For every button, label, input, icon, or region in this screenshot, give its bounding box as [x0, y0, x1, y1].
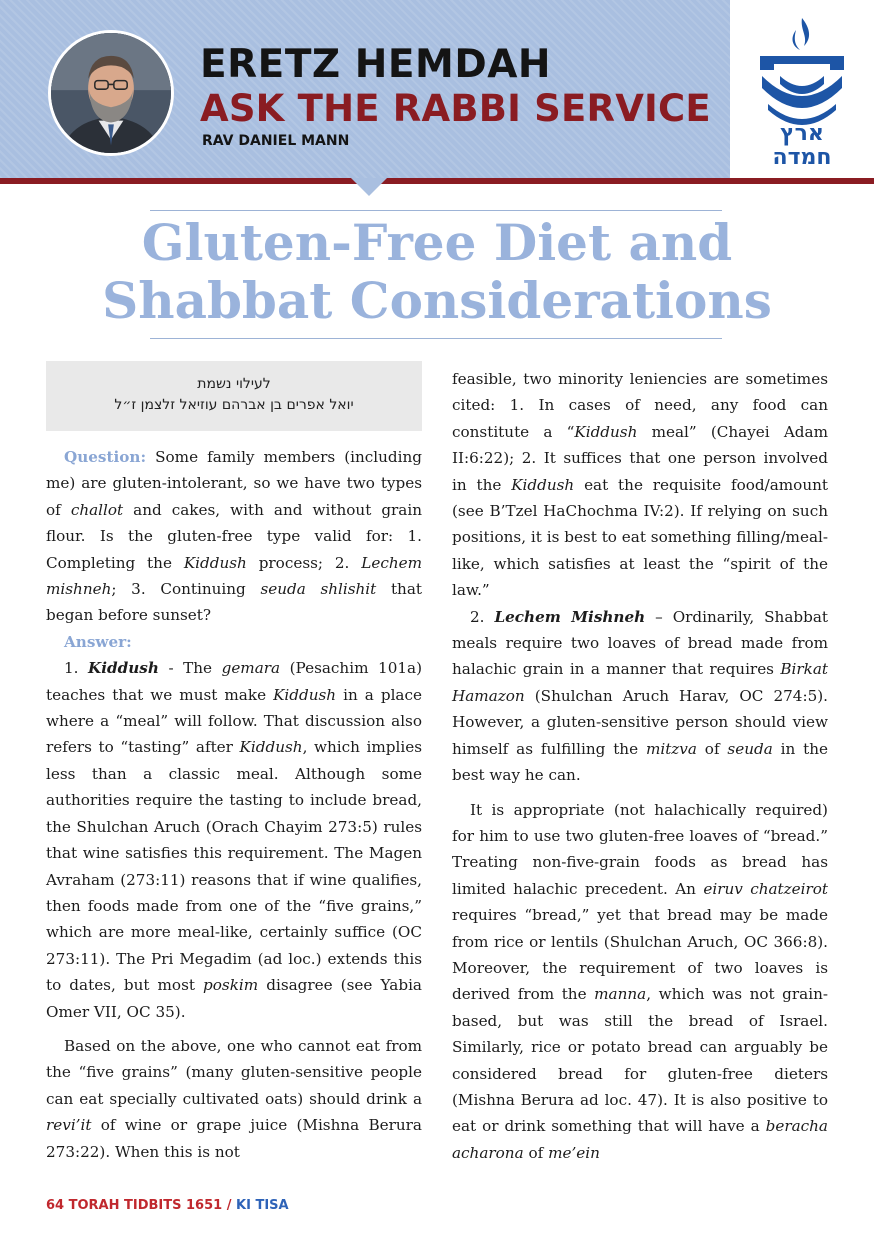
title-rule-bottom [150, 338, 722, 339]
article-column-2 [452, 366, 828, 1166]
dedication-line-1: לעילוי נשמת [197, 376, 271, 392]
footer-parsha: KI TISA [236, 1198, 289, 1213]
header-divider [0, 178, 874, 184]
answer-paragraph-1: 1. Kiddush - The gemara (Pesachim 101a) teaches that we must make Kiddush in a place where a “meal” will follow. That discussion also refers to “tasting” after Kiddush, which implies less than a classic meal. Although some authorities require the tasting to include bread, the Shulchan Aruch (Orach Chayim 273:5) rules that wine satisfies this requirement. The Magen Avraham (273:11) reasons that if wine qualifies, then foods made from one of the “five grains,” which are more meal-like, certainly suffice (OC 273:11). The Pri Megadim (ad loc.) extends this to dates, but most poskim disagree (see Yabia Omer VII, OC 35). [46, 659, 422, 1021]
page-footer [46, 1198, 289, 1213]
title-line-2: Shabbat Considerations [102, 271, 772, 330]
brand-title: ERETZ HEMDAH [200, 42, 552, 87]
dedication-box [46, 361, 422, 431]
footer-separator: / [226, 1198, 232, 1213]
author-photo-illustration [51, 33, 171, 153]
answer-paragraph-2: Based on the above, one who cannot eat from the “five grains” (many gluten-sensitive people can eat specially cultivated oats) should drink a revi’it of wine or grape juice (Mishna Berura 273:22). When this is not [46, 1036, 422, 1161]
title-line-1: Gluten-Free Diet and [141, 213, 733, 272]
article-column-1 [46, 444, 422, 1165]
answer-label: Answer: [64, 632, 132, 651]
footer-issue: 64 TORAH TIDBITS 1651 [46, 1198, 223, 1213]
answer-paragraph-3: feasible, two minority leniencies are sometimes cited: 1. In cases of need, any food can constitute a “Kiddush meal” (Chayei Adam II:6:22); 2. It suffices that one person involved in the Kiddush eat the requisite food/amount (see B’Tzel HaChochma IV:2). If relying on such positions, it is best to eat something filling/meal-like, which satisfies at least the “spirit of the law.” [452, 370, 828, 600]
author-avatar [48, 30, 174, 156]
answer-paragraph-5: It is appropriate (not halachically required) for him to use two gluten-free loaves of “bread.” Treating non-five-grain foods as bread has limited halachic precedent. An eiruv chatzeirot requires “bread,” yet that bread may be made from rice or lentils (Shulchan Aruch, OC 366:8). Moreover, the requirement of two loaves is derived from the manna, which was not grain-based, but was still the bread of Israel. Similarly, rice or potato bread can arguably be considered bread for gluten-free dieters (Mishna Berura ad loc. 47). It is also positive to eat or drink something that will have a beracha acharona of me’ein [452, 800, 828, 1162]
article-title [60, 214, 814, 330]
author-name: RAV DANIEL MANN [202, 133, 350, 149]
eretz-hemdah-logo [754, 16, 850, 166]
answer-paragraph-4: 2. Lechem Mishneh – Ordinarily, Shabbat meals require two loaves of bread made from halachic grain in a manner that requires Birkat Hamazon (Shulchan Aruch Harav, OC 274:5). However, a gluten-sensitive person should view himself as fulfilling the mitzva of seuda in the best way he can. [452, 607, 828, 785]
svg-text:חמדה: חמדה [772, 145, 832, 166]
question-paragraph: Question: Some family members (including me) are gluten-intolerant, so we have two types of challot and cakes, with and without grain flour. Is the gluten-free type valid for: 1. Completing the Kiddush process; 2. Lechem mishneh; 3. Continuing seuda shlishit that began before sunset? [46, 448, 422, 625]
service-title: ASK THE RABBI SERVICE [200, 87, 711, 130]
title-rule-top [150, 210, 722, 211]
dedication-line-2: יואל אפרים בן אברהם עוזיאל זלצמן ז״ל [114, 397, 354, 413]
header-notch [351, 178, 387, 196]
svg-text:ארץ: ארץ [780, 121, 824, 146]
